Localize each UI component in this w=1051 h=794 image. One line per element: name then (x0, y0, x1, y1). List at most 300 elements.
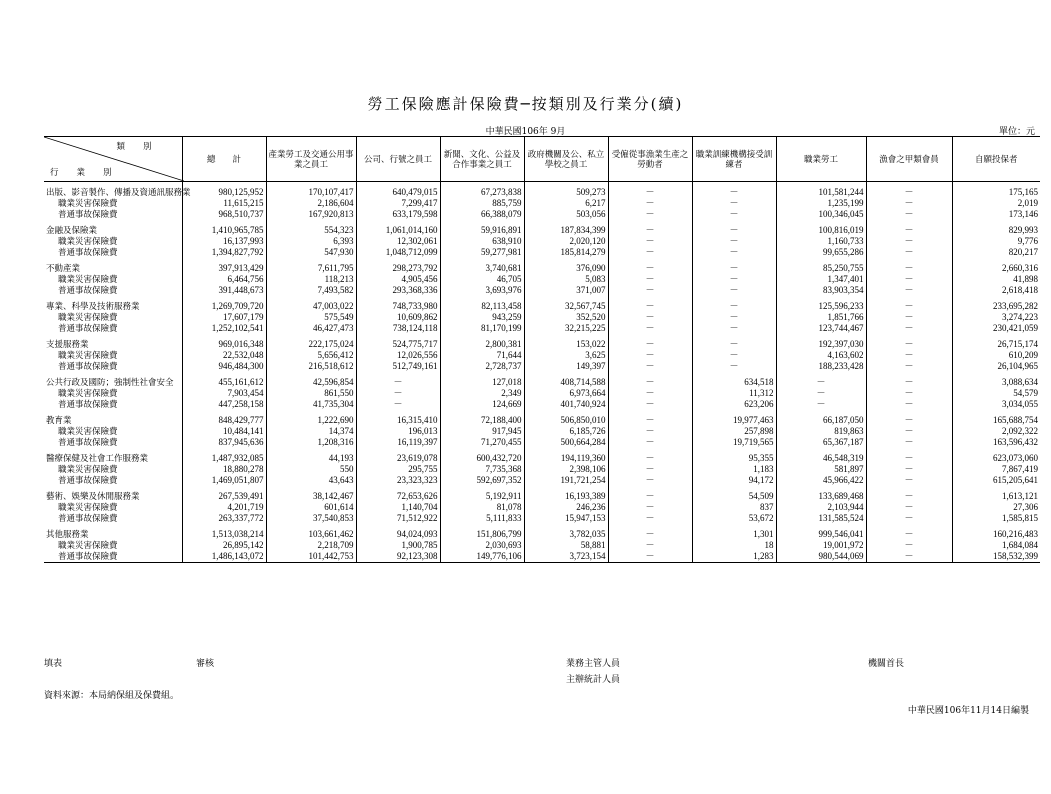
table-cell: － (608, 486, 692, 502)
row-label: 普通事故保險費 (58, 285, 118, 295)
table-cell: － (866, 323, 952, 334)
row-label: 普通事故保險費 (58, 361, 118, 371)
table-cell: 1,513,038,214 (182, 524, 266, 540)
table-cell: 575,549 (266, 312, 356, 323)
row-label: 職業災害保險費 (58, 236, 118, 246)
table-cell: 391,448,673 (182, 285, 266, 296)
table-cell: － (866, 312, 952, 323)
table-cell: 1,160,733 (776, 236, 866, 247)
row-label: 職業災害保險費 (58, 426, 118, 436)
table-cell: 1,235,199 (776, 198, 866, 209)
table-cell: 82,113,458 (440, 296, 524, 312)
table-cell: － (608, 258, 692, 274)
table-cell: 257,898 (692, 426, 776, 437)
table-cell: － (608, 448, 692, 464)
table-cell: － (692, 274, 776, 285)
table-row (44, 285, 1040, 296)
table-cell: 158,532,399 (952, 551, 1040, 563)
footer-review: 審核 (196, 659, 215, 669)
table-cell: 1,222,690 (266, 410, 356, 426)
table-cell: 371,007 (524, 285, 608, 296)
table-cell: 6,464,756 (182, 274, 266, 285)
table-cell: 2,349 (440, 388, 524, 399)
row-label: 公共行政及國防；強制性社會安全 (46, 377, 174, 387)
table-row (44, 388, 1040, 399)
table-cell: 149,397 (524, 361, 608, 372)
table-cell: － (692, 334, 776, 350)
table-cell: 15,947,153 (524, 513, 608, 524)
table-cell: 638,910 (440, 236, 524, 247)
col-header: 產業勞工及交通公用事業之員工 (266, 137, 356, 182)
table-cell: 160,216,483 (952, 524, 1040, 540)
table-cell: － (866, 410, 952, 426)
table-cell: 7,611,795 (266, 258, 356, 274)
table-cell: 408,714,588 (524, 372, 608, 388)
table-row (44, 372, 1040, 388)
table-cell: 127,018 (440, 372, 524, 388)
table-cell: 295,755 (356, 464, 440, 475)
table-cell: 2,103,944 (776, 502, 866, 513)
table-cell: 1,851,766 (776, 312, 866, 323)
table-cell: 19,001,972 (776, 540, 866, 551)
table-row (44, 513, 1040, 524)
table-cell: 233,695,282 (952, 296, 1040, 312)
row-label: 其他服務業 (46, 529, 89, 539)
table-cell: 47,003,022 (266, 296, 356, 312)
row-label: 職業災害保險費 (58, 312, 118, 322)
report-title: 勞工保險應計保險費─按類別及行業分(續) (367, 95, 684, 113)
table-cell: 980,125,952 (182, 182, 266, 199)
row-label: 普通事故保險費 (58, 323, 118, 333)
table-cell: 512,749,161 (356, 361, 440, 372)
table-cell: 6,973,664 (524, 388, 608, 399)
table-cell: 738,124,118 (356, 323, 440, 334)
table-cell: 503,056 (524, 209, 608, 220)
footer-fill: 填表 (44, 659, 63, 669)
table-cell: 1,900,785 (356, 540, 440, 551)
table-cell: 81,078 (440, 502, 524, 513)
table-cell: － (866, 334, 952, 350)
table-cell: 53,672 (692, 513, 776, 524)
table-cell: － (776, 372, 866, 388)
table-row (44, 312, 1040, 323)
table-cell: 2,092,322 (952, 426, 1040, 437)
table-cell: － (866, 464, 952, 475)
table-cell: － (608, 247, 692, 258)
table-cell: 969,016,348 (182, 334, 266, 350)
table-cell: 819,863 (776, 426, 866, 437)
row-label: 普通事故保險費 (58, 475, 118, 485)
col-header: 漁會之甲類會員 (866, 137, 952, 182)
table-row (44, 323, 1040, 334)
table-cell: 32,567,745 (524, 296, 608, 312)
table-cell: － (866, 513, 952, 524)
corner-top-label: 類別 (116, 141, 170, 151)
table-cell: － (866, 236, 952, 247)
table-cell: 99,655,286 (776, 247, 866, 258)
table-cell: 3,693,976 (440, 285, 524, 296)
table-cell: 38,142,467 (266, 486, 356, 502)
table-row (44, 524, 1040, 540)
table-cell: － (866, 437, 952, 448)
table-cell: 72,653,626 (356, 486, 440, 502)
table-cell: 11,312 (692, 388, 776, 399)
table-cell: 85,250,755 (776, 258, 866, 274)
table-cell: 100,346,045 (776, 209, 866, 220)
table-cell: 9,776 (952, 236, 1040, 247)
table-row (44, 258, 1040, 274)
table-cell: － (866, 361, 952, 372)
table-cell: 352,520 (524, 312, 608, 323)
table-cell: 968,510,737 (182, 209, 266, 220)
table-cell: 615,205,641 (952, 475, 1040, 486)
table-cell: 167,920,813 (266, 209, 356, 220)
table-cell: 103,661,462 (266, 524, 356, 540)
table-cell: 829,993 (952, 220, 1040, 236)
row-label: 職業災害保險費 (58, 274, 118, 284)
table-cell: 22,532,048 (182, 350, 266, 361)
header-row (44, 137, 1040, 182)
table-cell: 7,299,417 (356, 198, 440, 209)
table-row (44, 399, 1040, 410)
table-cell: 17,607,179 (182, 312, 266, 323)
table-cell: 66,187,050 (776, 410, 866, 426)
table-cell: 2,728,737 (440, 361, 524, 372)
table-cell: 188,233,428 (776, 361, 866, 372)
table-cell: 191,721,254 (524, 475, 608, 486)
table-cell: 54,509 (692, 486, 776, 502)
table-cell: 554,323 (266, 220, 356, 236)
table-cell: 83,903,354 (776, 285, 866, 296)
table-cell: 397,913,429 (182, 258, 266, 274)
table-cell: 16,119,397 (356, 437, 440, 448)
col-header: 受僱從事漁業生產之勞動者 (608, 137, 692, 182)
table-cell: 59,277,981 (440, 247, 524, 258)
col-header: 新聞、文化、公益及合作事業之員工 (440, 137, 524, 182)
table-cell: 293,368,336 (356, 285, 440, 296)
row-label: 不動產業 (46, 263, 81, 273)
table-cell: 2,186,604 (266, 198, 356, 209)
table-cell: － (692, 296, 776, 312)
table-cell: 3,723,154 (524, 551, 608, 563)
table-cell: － (608, 220, 692, 236)
table-cell: 4,905,456 (356, 274, 440, 285)
table-cell: 216,518,612 (266, 361, 356, 372)
table-cell: 5,083 (524, 274, 608, 285)
unit-label: 單位：元 (998, 127, 1035, 137)
table-cell: － (608, 437, 692, 448)
table-cell: 3,625 (524, 350, 608, 361)
table-cell: － (866, 182, 952, 199)
table-cell: － (608, 464, 692, 475)
table-cell: 58,881 (524, 540, 608, 551)
table-row (44, 475, 1040, 486)
table-cell: － (608, 388, 692, 399)
table-cell: 1,140,704 (356, 502, 440, 513)
row-label: 普通事故保險費 (58, 513, 118, 523)
table-cell: － (866, 372, 952, 388)
table-row (44, 198, 1040, 209)
row-label: 普通事故保險費 (58, 399, 118, 409)
table-row (44, 274, 1040, 285)
table-cell: － (692, 182, 776, 199)
table-cell: 3,088,634 (952, 372, 1040, 388)
table-cell: 524,775,717 (356, 334, 440, 350)
footer-statistician: 主辦統計人員 (566, 675, 621, 685)
table-cell: 196,013 (356, 426, 440, 437)
table-cell: 634,518 (692, 372, 776, 388)
table-cell: 943,259 (440, 312, 524, 323)
table-cell: － (608, 372, 692, 388)
table-cell: 230,421,059 (952, 323, 1040, 334)
table-cell: － (866, 285, 952, 296)
table-cell: － (866, 486, 952, 502)
table-cell: 550 (266, 464, 356, 475)
table-cell: 71,644 (440, 350, 524, 361)
table-cell: 6,393 (266, 236, 356, 247)
table-cell: － (692, 350, 776, 361)
table-cell: 861,550 (266, 388, 356, 399)
row-label: 職業災害保險費 (58, 540, 118, 550)
table-cell: － (608, 236, 692, 247)
table-cell: － (866, 296, 952, 312)
table-cell: 601,614 (266, 502, 356, 513)
table-cell: 401,740,924 (524, 399, 608, 410)
table-cell: － (866, 399, 952, 410)
table-cell: 592,697,352 (440, 475, 524, 486)
table-cell: 1,469,051,807 (182, 475, 266, 486)
row-label: 專業、科學及技術服務業 (46, 301, 140, 311)
col-header: 公司、行號之員工 (356, 137, 440, 182)
col-header: 政府機關及公、私立學校之員工 (524, 137, 608, 182)
table-cell: － (866, 388, 952, 399)
col-header: 職業訓練機構接受訓練者 (692, 137, 776, 182)
table-cell: － (866, 350, 952, 361)
table-cell: － (692, 247, 776, 258)
table-cell: 151,806,799 (440, 524, 524, 540)
table-cell: 153,022 (524, 334, 608, 350)
table-cell: 95,355 (692, 448, 776, 464)
footer-compiled: 中華民國106年11月14日編製 (907, 706, 1029, 716)
table-cell: 1,410,965,785 (182, 220, 266, 236)
table-cell: 3,740,681 (440, 258, 524, 274)
table-cell: 623,206 (692, 399, 776, 410)
insurance-premium-table (44, 136, 1040, 563)
table-cell: 123,744,467 (776, 323, 866, 334)
table-cell: － (776, 399, 866, 410)
row-label: 職業災害保險費 (58, 502, 118, 512)
table-cell: 23,323,323 (356, 475, 440, 486)
table-cell: 6,217 (524, 198, 608, 209)
table-cell: － (608, 399, 692, 410)
table-cell: 5,656,412 (266, 350, 356, 361)
table-cell: 1,613,121 (952, 486, 1040, 502)
table-cell: 32,215,225 (524, 323, 608, 334)
table-cell: － (356, 388, 440, 399)
table-cell: 46,548,319 (776, 448, 866, 464)
table-cell: 885,759 (440, 198, 524, 209)
table-cell: 92,123,308 (356, 551, 440, 563)
table-row (44, 334, 1040, 350)
table-cell: 26,895,142 (182, 540, 266, 551)
table-cell: 42,596,854 (266, 372, 356, 388)
table-cell: 44,193 (266, 448, 356, 464)
table-cell: 81,170,199 (440, 323, 524, 334)
col-header: 職業勞工 (776, 137, 866, 182)
table-cell: 124,669 (440, 399, 524, 410)
table-row (44, 209, 1040, 220)
table-cell: － (866, 209, 952, 220)
table-cell: － (692, 258, 776, 274)
table-cell: 66,388,079 (440, 209, 524, 220)
table-cell: 3,782,035 (524, 524, 608, 540)
table-cell: 980,544,069 (776, 551, 866, 563)
table-cell: 1,301 (692, 524, 776, 540)
table-cell: 547,930 (266, 247, 356, 258)
table-cell: 27,306 (952, 502, 1040, 513)
table-cell: － (692, 361, 776, 372)
table-cell: 1,283 (692, 551, 776, 563)
table-cell: 820,217 (952, 247, 1040, 258)
table-cell: 46,427,473 (266, 323, 356, 334)
table-cell: 5,192,911 (440, 486, 524, 502)
table-cell: 246,236 (524, 502, 608, 513)
table-cell: 11,615,215 (182, 198, 266, 209)
table-cell: 65,367,187 (776, 437, 866, 448)
table-cell: － (608, 182, 692, 199)
table-cell: － (776, 388, 866, 399)
table-cell: 41,735,304 (266, 399, 356, 410)
row-label: 職業災害保險費 (58, 388, 118, 398)
table-cell: － (608, 198, 692, 209)
table-cell: － (866, 220, 952, 236)
table-cell: 18,880,278 (182, 464, 266, 475)
table-cell: 946,484,300 (182, 361, 266, 372)
table-cell: 16,315,410 (356, 410, 440, 426)
table-cell: 1,394,827,792 (182, 247, 266, 258)
table-cell: 16,193,389 (524, 486, 608, 502)
col-header: 自願投保者 (952, 137, 1040, 182)
table-cell: 5,111,833 (440, 513, 524, 524)
table-cell: － (692, 285, 776, 296)
table-row (44, 551, 1040, 563)
table-cell: 623,073,060 (952, 448, 1040, 464)
table-row (44, 410, 1040, 426)
table-cell: 67,273,838 (440, 182, 524, 199)
table-cell: 1,269,709,720 (182, 296, 266, 312)
table-cell: － (692, 312, 776, 323)
table-cell: － (608, 274, 692, 285)
table-cell: 4,163,602 (776, 350, 866, 361)
table-cell: 3,274,223 (952, 312, 1040, 323)
table-cell: 18 (692, 540, 776, 551)
table-cell: 101,581,244 (776, 182, 866, 199)
table-cell: － (866, 258, 952, 274)
table-cell: 999,546,041 (776, 524, 866, 540)
table-cell: 46,705 (440, 274, 524, 285)
table-cell: － (692, 198, 776, 209)
row-label: 出版、影音製作、傳播及資通訊服務業 (46, 187, 191, 197)
table-cell: － (608, 426, 692, 437)
table-cell: － (608, 502, 692, 513)
table-cell: 100,816,019 (776, 220, 866, 236)
table-cell: － (692, 220, 776, 236)
table-cell: 175,165 (952, 182, 1040, 199)
table-cell: － (866, 551, 952, 563)
table-cell: 267,539,491 (182, 486, 266, 502)
table-cell: 125,596,233 (776, 296, 866, 312)
footer-head: 機關首長 (868, 659, 905, 669)
table-cell: 71,270,455 (440, 437, 524, 448)
table-cell: 2,218,709 (266, 540, 356, 551)
table-cell: 640,479,015 (356, 182, 440, 199)
table-cell: 23,619,078 (356, 448, 440, 464)
table-cell: － (692, 323, 776, 334)
row-label: 金融及保險業 (46, 225, 98, 235)
table-row (44, 182, 1040, 199)
row-label: 教育業 (46, 415, 72, 425)
table-row (44, 296, 1040, 312)
table-cell: 149,776,106 (440, 551, 524, 563)
table-cell: － (608, 296, 692, 312)
table-cell: 37,540,853 (266, 513, 356, 524)
table-cell: 10,609,862 (356, 312, 440, 323)
table-row (44, 464, 1040, 475)
table-body (44, 182, 1040, 563)
table-cell: － (608, 350, 692, 361)
table-cell: 133,689,468 (776, 486, 866, 502)
table-cell: 12,026,556 (356, 350, 440, 361)
report-period: 中華民國106年 9月 (485, 127, 566, 137)
table-cell: － (866, 524, 952, 540)
table-cell: － (608, 209, 692, 220)
table-row (44, 426, 1040, 437)
table-cell: － (356, 372, 440, 388)
table-cell: － (608, 551, 692, 563)
table-cell: 3,034,055 (952, 399, 1040, 410)
table-cell: 6,185,726 (524, 426, 608, 437)
table-cell: 94,024,093 (356, 524, 440, 540)
table-row (44, 502, 1040, 513)
table-cell: 509,273 (524, 182, 608, 199)
table-cell: 7,493,582 (266, 285, 356, 296)
table-cell: 1,585,815 (952, 513, 1040, 524)
table-cell: 610,209 (952, 350, 1040, 361)
table-row (44, 540, 1040, 551)
table-cell: 19,977,463 (692, 410, 776, 426)
table-cell: 633,179,598 (356, 209, 440, 220)
table-cell: 10,484,141 (182, 426, 266, 437)
table-cell: － (608, 475, 692, 486)
table-cell: 71,512,922 (356, 513, 440, 524)
table-cell: 41,898 (952, 274, 1040, 285)
table-cell: 1,487,932,085 (182, 448, 266, 464)
table-cell: － (608, 361, 692, 372)
table-cell: － (608, 285, 692, 296)
table-cell: 581,897 (776, 464, 866, 475)
table-cell: 101,442,753 (266, 551, 356, 563)
table-cell: 2,398,106 (524, 464, 608, 475)
table-cell: 298,273,792 (356, 258, 440, 274)
table-cell: 376,090 (524, 258, 608, 274)
table-cell: － (866, 198, 952, 209)
col-header: 總 計 (182, 137, 266, 182)
table-cell: 263,337,772 (182, 513, 266, 524)
table-row (44, 350, 1040, 361)
table-cell: 118,213 (266, 274, 356, 285)
row-label: 普通事故保險費 (58, 247, 118, 257)
corner-bottom-label: 行業別 (50, 167, 130, 177)
